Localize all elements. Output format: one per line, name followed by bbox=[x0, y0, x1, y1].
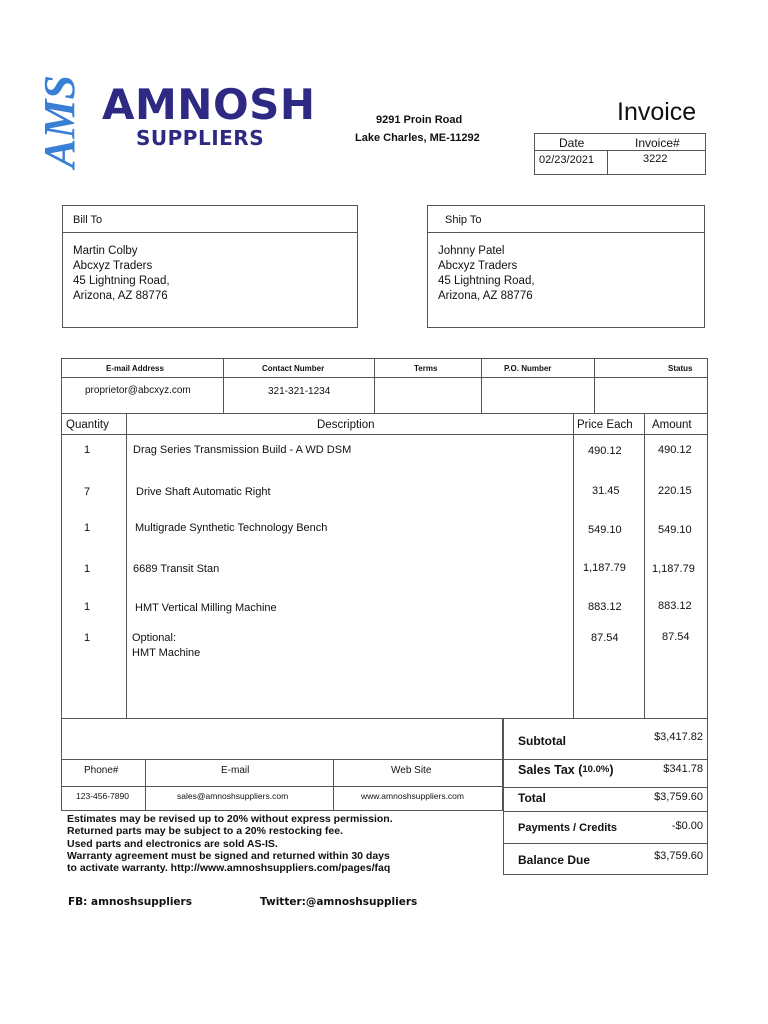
item-qty: 1 bbox=[84, 444, 91, 456]
contact-website: www.amnoshsuppliers.com bbox=[361, 791, 464, 801]
info-header-terms: Terms bbox=[414, 364, 438, 373]
info-header-email: E-mail Address bbox=[106, 364, 164, 373]
note-line: Used parts and electronics are sold AS-IS. bbox=[67, 837, 278, 850]
ship-to-line: Abcxyz Traders bbox=[438, 260, 518, 272]
company-logo-mark bbox=[22, 60, 92, 180]
item-desc: Drive Shaft Automatic Right bbox=[136, 486, 271, 498]
item-qty: 1 bbox=[84, 563, 91, 575]
balance-due-value: $3,759.60 bbox=[654, 850, 703, 862]
sales-tax-close: ) bbox=[609, 763, 614, 777]
company-address-line2: Lake Charles, ME-11292 bbox=[355, 132, 480, 144]
item-desc: Multigrade Synthetic Technology Bench bbox=[135, 522, 328, 534]
sales-tax-text: Sales Tax ( bbox=[518, 763, 583, 777]
balance-due-label: Balance Due bbox=[518, 853, 591, 867]
company-contact-table bbox=[61, 719, 503, 811]
note-line: Returned parts may be subject to a 20% restocking fee. bbox=[67, 825, 344, 838]
company-tagline: SUPPLIERS bbox=[136, 126, 265, 150]
info-email: proprietor@abcxyz.com bbox=[85, 385, 191, 396]
contact-email: sales@amnoshsuppliers.com bbox=[177, 791, 289, 801]
item-desc: HMT Vertical Milling Machine bbox=[135, 602, 277, 614]
col-header-description: Description bbox=[317, 419, 375, 431]
col-header-price: Price Each bbox=[577, 419, 633, 431]
logo-mark-text: AMS bbox=[35, 75, 84, 168]
sales-tax-value: $341.78 bbox=[663, 763, 703, 775]
invoice-number-label: Invoice# bbox=[635, 136, 680, 150]
company-address-line1: 9291 Proin Road bbox=[376, 114, 463, 126]
invoice-date: 02/23/2021 bbox=[539, 154, 595, 166]
sales-tax-rate: 10.0% bbox=[582, 764, 610, 775]
item-amount: 220.15 bbox=[658, 485, 692, 497]
totals-box bbox=[503, 719, 708, 875]
item-qty: 1 bbox=[84, 522, 91, 534]
contact-header-website: Web Site bbox=[391, 765, 432, 776]
bill-to-label: Bill To bbox=[63, 206, 357, 233]
bill-to-line: 45 Lightning Road, bbox=[73, 275, 170, 287]
bill-to-line: Arizona, AZ 88776 bbox=[73, 290, 168, 302]
col-header-quantity: Quantity bbox=[66, 419, 109, 431]
item-desc: 6689 Transit Stan bbox=[133, 563, 220, 575]
col-header-amount: Amount bbox=[652, 419, 692, 431]
item-amount: 1,187.79 bbox=[652, 563, 695, 575]
subtotal-label: Subtotal bbox=[518, 734, 566, 748]
item-desc: Optional: bbox=[132, 632, 177, 644]
facebook-handle: FB: amnoshsuppliers bbox=[68, 896, 192, 908]
invoice-number: 3222 bbox=[643, 153, 668, 165]
contact-header-email: E-mail bbox=[221, 765, 250, 776]
sales-tax-label bbox=[518, 763, 614, 777]
invoice-date-box bbox=[534, 133, 706, 175]
company-name: AMNOSH bbox=[102, 80, 316, 129]
item-desc: Drag Series Transmission Build - A WD DSM bbox=[133, 444, 352, 456]
ship-to-label: Ship To bbox=[428, 206, 704, 233]
item-qty: 7 bbox=[84, 486, 91, 498]
note-line: Estimates may be revised up to 20% without express permission. bbox=[67, 813, 393, 825]
item-price: 549.10 bbox=[588, 524, 622, 536]
terms-notes bbox=[67, 813, 393, 874]
total-label: Total bbox=[518, 791, 546, 805]
item-amount: 549.10 bbox=[658, 524, 692, 536]
item-amount: 87.54 bbox=[662, 631, 690, 643]
bill-to-line: Abcxyz Traders bbox=[73, 260, 153, 272]
date-label: Date bbox=[559, 136, 585, 150]
item-price: 1,187.79 bbox=[583, 562, 626, 574]
contact-header-phone: Phone# bbox=[84, 765, 119, 776]
ship-to-line: Arizona, AZ 88776 bbox=[438, 290, 533, 302]
item-amount: 883.12 bbox=[658, 600, 692, 612]
item-qty: 1 bbox=[84, 632, 91, 644]
twitter-handle: Twitter:@amnoshsuppliers bbox=[260, 896, 418, 908]
info-header-status: Status bbox=[668, 364, 693, 373]
info-header-contact: Contact Number bbox=[262, 364, 325, 373]
item-price: 490.12 bbox=[588, 445, 622, 457]
ship-to-box bbox=[427, 205, 705, 328]
customer-info-table bbox=[61, 358, 708, 414]
item-amount: 490.12 bbox=[658, 444, 692, 456]
contact-phone: 123-456-7890 bbox=[76, 791, 129, 801]
payments-value: -$0.00 bbox=[671, 820, 703, 832]
note-line: Warranty agreement must be signed and returned within 30 days bbox=[67, 849, 390, 862]
item-desc-line2: HMT Machine bbox=[132, 647, 201, 659]
item-qty: 1 bbox=[84, 601, 91, 613]
item-price: 31.45 bbox=[592, 485, 620, 497]
payments-label: Payments / Credits bbox=[518, 822, 618, 834]
info-contact: 321-321-1234 bbox=[268, 386, 331, 397]
item-price: 87.54 bbox=[591, 632, 619, 644]
total-value: $3,759.60 bbox=[654, 791, 703, 803]
line-items-table bbox=[61, 414, 708, 719]
invoice-title: Invoice bbox=[617, 98, 697, 126]
bill-to-box bbox=[62, 205, 358, 328]
item-price: 883.12 bbox=[588, 601, 622, 613]
note-line: to activate warranty. http://www.amnoshsuppliers.com/pages/faq bbox=[67, 862, 391, 875]
info-header-po: P.O. Number bbox=[504, 364, 552, 373]
ship-to-line: 45 Lightning Road, bbox=[438, 275, 535, 287]
subtotal-value: $3,417.82 bbox=[654, 731, 703, 743]
bill-to-line: Martin Colby bbox=[73, 245, 138, 257]
ship-to-line: Johnny Patel bbox=[438, 245, 505, 257]
